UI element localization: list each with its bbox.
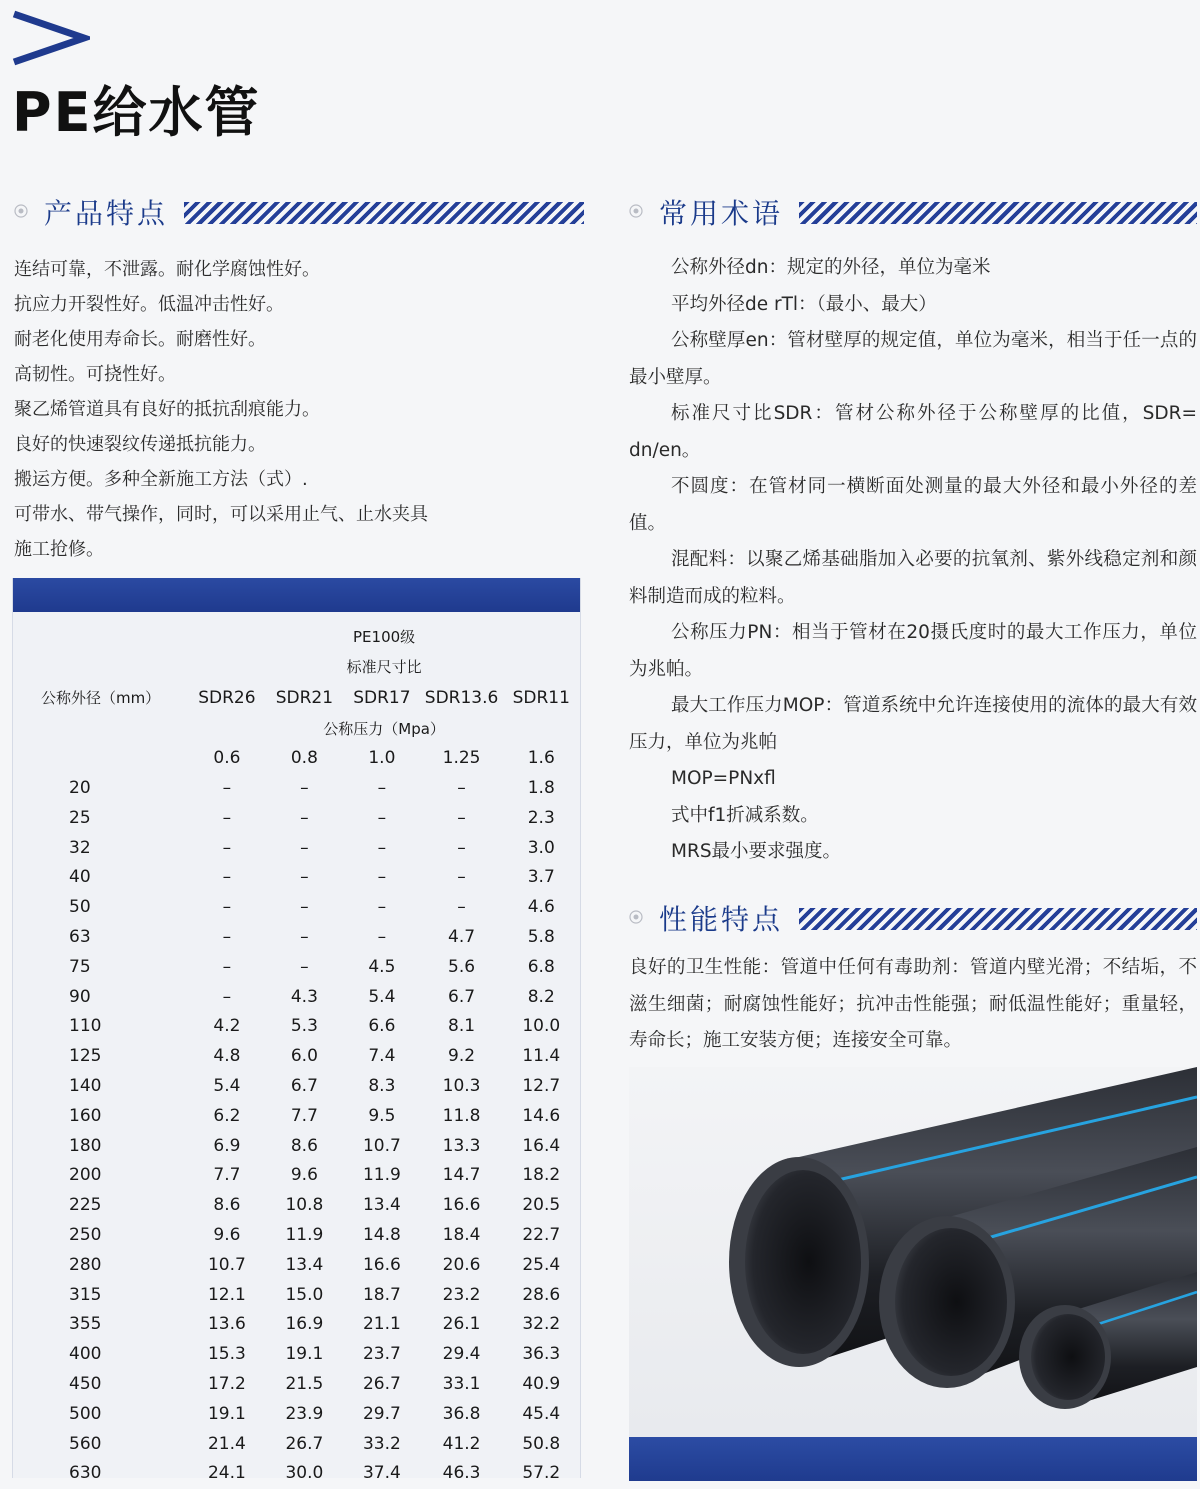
features-list [14,252,574,567]
dn-cell: 250 [69,1225,102,1246]
thickness-cell: 20.6 [442,1254,481,1275]
thickness-cell: 8.1 [448,1016,476,1037]
dn-cell: 180 [69,1135,102,1156]
table-row [13,1101,580,1131]
thickness-cell: 46.3 [442,1463,481,1484]
thickness-cell: 16.6 [442,1195,481,1216]
thickness-cell: – [300,867,309,888]
thickness-cell: 18.7 [362,1284,401,1305]
thickness-cell: 4.3 [290,986,318,1007]
thickness-cell: – [457,897,466,918]
table-row [13,1250,580,1280]
thickness-cell: 18.4 [442,1225,481,1246]
dn-cell: 355 [69,1314,102,1335]
table-row [13,1190,580,1220]
table-row [13,952,580,982]
thickness-cell: 26.7 [362,1374,401,1395]
thickness-cell: 4.6 [527,897,555,918]
term-item: 公称外径dn：规定的外径，单位为毫米 [671,257,991,278]
spec-table-panel [12,578,581,1484]
dn-cell: 225 [69,1195,102,1216]
terms-title: 常用术语 [659,197,784,230]
thickness-cell: 5.4 [368,986,396,1007]
spec-table [13,612,580,1488]
thickness-cell: 10.3 [442,1076,481,1097]
thickness-cell: 19.1 [285,1344,324,1365]
target-bullet-icon [629,204,643,218]
term-item: 公称压力PN：相当于管材在20摄氏度时的最大工作压力，单位为兆帕。 [629,622,1197,680]
thickness-cell: 6.7 [448,986,476,1007]
thickness-cell: 8.6 [213,1195,241,1216]
thickness-cell: 10.7 [362,1135,401,1156]
dn-cell: 450 [69,1374,102,1395]
term-item: 标准尺寸比SDR：管材公称外径于公称壁厚的比值，SDR= dn/en。 [629,403,1197,461]
term-item: 公称壁厚en：管材壁厚的规定值，单位为毫米，相当于任一点的最小壁厚。 [629,330,1197,388]
terms-heading [629,192,1197,232]
thickness-cell: 11.4 [522,1046,561,1067]
thickness-cell: 23.9 [285,1403,324,1424]
thickness-cell: – [222,778,232,799]
dn-cell: 40 [69,867,91,888]
sdr-column-header: SDR13.6 [424,687,499,708]
thickness-cell: 13.4 [362,1195,401,1216]
performance-title: 性能特点 [659,903,784,936]
dn-cell: 25 [69,807,91,828]
thickness-cell: 16.9 [285,1314,324,1335]
table-row [13,1161,580,1191]
thickness-cell: 36.3 [522,1344,561,1365]
page-title: PE给水管 [12,81,261,144]
dn-cell: 560 [69,1433,102,1454]
thickness-cell: 21.1 [362,1314,401,1335]
thickness-cell: 22.7 [522,1225,561,1246]
performance-text: 良好的卫生性能：管道中任何有毒助剂：管道内壁光滑；不结垢，不滋生细菌；耐腐蚀性能好；抗冲击性能强；耐低温性能好；重量轻，寿命长；施工安装方便；连接安全可靠。 [629,957,1197,1051]
dn-cell: 315 [69,1284,102,1305]
feature-item: 聚乙烯管道具有良好的抵抗刮痕能力。 [14,399,320,420]
term-item: 平均外径de rTl：（最小、最大） [671,293,937,315]
thickness-cell: 11.9 [362,1165,401,1186]
sdr-column-header: SDR21 [275,687,334,708]
features-title: 产品特点 [44,197,169,230]
thickness-cell: 10.8 [285,1195,324,1216]
table-row [13,922,580,952]
thickness-cell: 11.9 [285,1225,324,1246]
thickness-cell: 26.1 [442,1314,481,1335]
thickness-cell: – [377,867,387,888]
heading-stripe [184,202,584,224]
thickness-cell: 23.7 [362,1344,401,1365]
thickness-cell: 25.4 [522,1254,561,1275]
thickness-cell: 6.9 [213,1135,241,1156]
pipe-photo [629,1067,1197,1437]
feature-item: 高韧性。可挠性好。 [14,364,176,385]
performance-heading [629,898,1197,938]
table-row [13,1131,580,1161]
term-item: MRS最小要求强度。 [671,841,842,862]
feature-item: 施工抢修。 [14,539,104,560]
thickness-cell: 9.6 [290,1165,318,1186]
photo-footer-bar [629,1437,1197,1481]
thickness-cell: 36.8 [442,1403,481,1424]
thickness-cell: – [222,956,232,977]
thickness-cell: 18.2 [522,1165,561,1186]
thickness-cell: 12.7 [522,1076,561,1097]
dn-label: 公称外径（mm） [40,689,161,708]
dn-cell: 630 [69,1463,102,1484]
thickness-cell: 6.2 [213,1105,241,1126]
thickness-cell: – [300,778,309,799]
thickness-cell: 14.8 [362,1225,401,1246]
dn-cell: 90 [69,986,91,1007]
thickness-cell: 21.5 [285,1374,324,1395]
thickness-cell: 16.6 [362,1254,401,1275]
thickness-cell: – [300,837,309,858]
table-row [13,1429,580,1459]
thickness-cell: 13.3 [442,1135,481,1156]
thickness-cell: – [457,807,466,828]
table-header-bar [13,578,580,612]
thickness-cell: 50.8 [522,1433,561,1454]
table-row [13,1220,580,1250]
thickness-cell: – [457,837,466,858]
pressure-label: 公称压力（Mpa） [323,719,445,738]
table-row [13,773,580,803]
table-row [13,1459,580,1489]
thickness-cell: 29.4 [442,1344,481,1365]
thickness-cell: – [300,927,309,948]
dn-cell: 20 [69,778,91,799]
thickness-cell: 9.6 [213,1225,241,1246]
thickness-cell: – [222,807,232,828]
table-row [13,892,580,922]
pipes-illustration [629,1067,1197,1437]
pressure-value: 0.6 [213,748,241,769]
thickness-cell: 16.4 [522,1135,561,1156]
table-row [13,863,580,893]
thickness-cell: 33.1 [442,1374,481,1395]
table-row [13,1071,580,1101]
term-item: 式中f1折减系数。 [671,804,819,826]
thickness-cell: 14.6 [522,1105,561,1126]
thickness-cell: – [377,837,387,858]
pressure-value: 0.8 [290,748,318,769]
thickness-cell: 6.0 [290,1046,318,1067]
pressure-value: 1.0 [368,748,396,769]
thickness-cell: – [377,807,387,828]
thickness-cell: 21.4 [207,1433,246,1454]
thickness-cell: 5.3 [290,1016,318,1037]
thickness-cell: 45.4 [522,1403,561,1424]
thickness-cell: 4.5 [368,956,396,977]
table-row [13,1369,580,1399]
thickness-cell: – [222,867,232,888]
table-row [13,1399,580,1429]
term-item: 不圆度：在管材同一横断面处测量的最大外径和最小外径的差值。 [629,476,1197,534]
thickness-cell: 8.6 [290,1135,318,1156]
thickness-cell: 10.7 [207,1254,246,1275]
table-row [13,803,580,833]
thickness-cell: 23.2 [442,1284,481,1305]
thickness-cell: 5.4 [213,1076,241,1097]
thickness-cell: 4.8 [213,1046,241,1067]
dn-cell: 110 [69,1016,102,1037]
dn-cell: 400 [69,1344,102,1365]
heading-stripe [799,202,1197,224]
feature-item: 连结可靠，不泄露。耐化学腐蚀性好。 [14,259,320,280]
thickness-cell: 24.1 [207,1463,246,1484]
thickness-cell: 7.7 [290,1105,318,1126]
thickness-cell: – [377,778,387,799]
pressure-value: 1.25 [442,748,481,769]
dn-cell: 280 [69,1254,102,1275]
term-item: MOP=PNxfl [671,768,776,789]
table-row [13,982,580,1012]
thickness-cell: – [222,986,232,1007]
thickness-cell: 15.3 [207,1344,246,1365]
term-item: 混配料：以聚乙烯基础脂加入必要的抗氧剂、紫外线稳定剂和颜料制造而成的粒料。 [629,549,1197,607]
dn-cell: 50 [69,897,91,918]
thickness-cell: 20.5 [522,1195,561,1216]
thickness-cell: 5.6 [448,956,476,977]
feature-item: 搬运方便。多种全新施工方法（式）. [14,469,308,490]
sdr-column-header: SDR11 [512,687,570,708]
pressure-value: 1.6 [527,748,555,769]
thickness-cell: 15.0 [285,1284,324,1305]
thickness-cell: – [300,956,309,977]
heading-stripe [799,908,1197,930]
thickness-cell: 17.2 [207,1374,246,1395]
feature-item: 抗应力开裂性好。低温冲击性好。 [14,294,284,315]
thickness-cell: 8.2 [527,986,555,1007]
term-item: 最大工作压力MOP：管道系统中允许连接使用的流体的最大有效压力，单位为兆帕 [629,695,1197,753]
thickness-cell: – [377,927,387,948]
thickness-cell: 13.4 [285,1254,324,1275]
thickness-cell: 7.4 [368,1046,396,1067]
thickness-cell: 6.6 [368,1016,396,1037]
thickness-cell: – [377,897,387,918]
thickness-cell: 5.8 [527,927,555,948]
table-row [13,1280,580,1310]
thickness-cell: 4.7 [448,927,476,948]
dn-cell: 32 [69,837,91,858]
dn-cell: 500 [69,1403,102,1424]
table-row [13,1310,580,1340]
table-row [13,1339,580,1369]
thickness-cell: 12.1 [207,1284,246,1305]
thickness-cell: 1.8 [527,778,555,799]
thickness-cell: 26.7 [285,1433,324,1454]
table-row [13,1012,580,1042]
thickness-cell: 28.6 [522,1284,561,1305]
dn-cell: 125 [69,1046,102,1067]
thickness-cell: 10.0 [522,1016,561,1037]
dn-cell: 160 [69,1105,102,1126]
thickness-cell: 30.0 [285,1463,324,1484]
thickness-cell: 6.8 [527,956,555,977]
feature-item: 良好的快速裂纹传递抵抗能力。 [14,434,266,455]
dn-cell: 63 [69,927,91,948]
dn-cell: 200 [69,1165,102,1186]
thickness-cell: – [222,927,232,948]
feature-item: 可带水、带气操作，同时，可以采用止气、止水夹具 [14,504,428,525]
thickness-cell: 37.4 [362,1463,401,1484]
thickness-cell: – [457,778,466,799]
thickness-cell: – [222,897,232,918]
thickness-cell: – [457,867,466,888]
target-bullet-icon [629,910,643,924]
dn-cell: 140 [69,1076,102,1097]
thickness-cell: 4.2 [213,1016,241,1037]
thickness-cell: 41.2 [442,1433,481,1454]
feature-item: 耐老化使用寿命长。耐磨性好。 [14,329,266,350]
thickness-cell: 13.6 [207,1314,246,1335]
features-heading [14,192,584,232]
thickness-cell: 2.3 [527,807,555,828]
sdr-column-header: SDR17 [353,687,411,708]
thickness-cell: 3.0 [527,837,555,858]
thickness-cell: 14.7 [442,1165,481,1186]
dn-cell: 75 [69,956,91,977]
chevron-right-icon [10,10,90,66]
thickness-cell: 57.2 [522,1463,561,1484]
thickness-cell: 7.7 [213,1165,241,1186]
thickness-cell: – [222,837,232,858]
thickness-cell: – [300,807,309,828]
thickness-cell: 33.2 [362,1433,401,1454]
thickness-cell: 32.2 [522,1314,561,1335]
thickness-cell: 6.7 [290,1076,318,1097]
thickness-cell: – [300,897,309,918]
terms-list [629,250,1197,871]
thickness-cell: 8.3 [368,1076,396,1097]
thickness-cell: 3.7 [527,867,555,888]
table-row [13,833,580,863]
thickness-cell: 9.5 [368,1105,396,1126]
target-bullet-icon [14,204,28,218]
thickness-cell: 19.1 [207,1403,246,1424]
table-row [13,1041,580,1071]
sdr-label: 标准尺寸比 [346,658,422,677]
grade-label: PE100级 [353,628,416,647]
thickness-cell: 9.2 [448,1046,476,1067]
thickness-cell: 29.7 [362,1403,401,1424]
thickness-cell: 40.9 [522,1374,561,1395]
thickness-cell: 11.8 [442,1105,481,1126]
sdr-column-header: SDR26 [198,687,256,708]
